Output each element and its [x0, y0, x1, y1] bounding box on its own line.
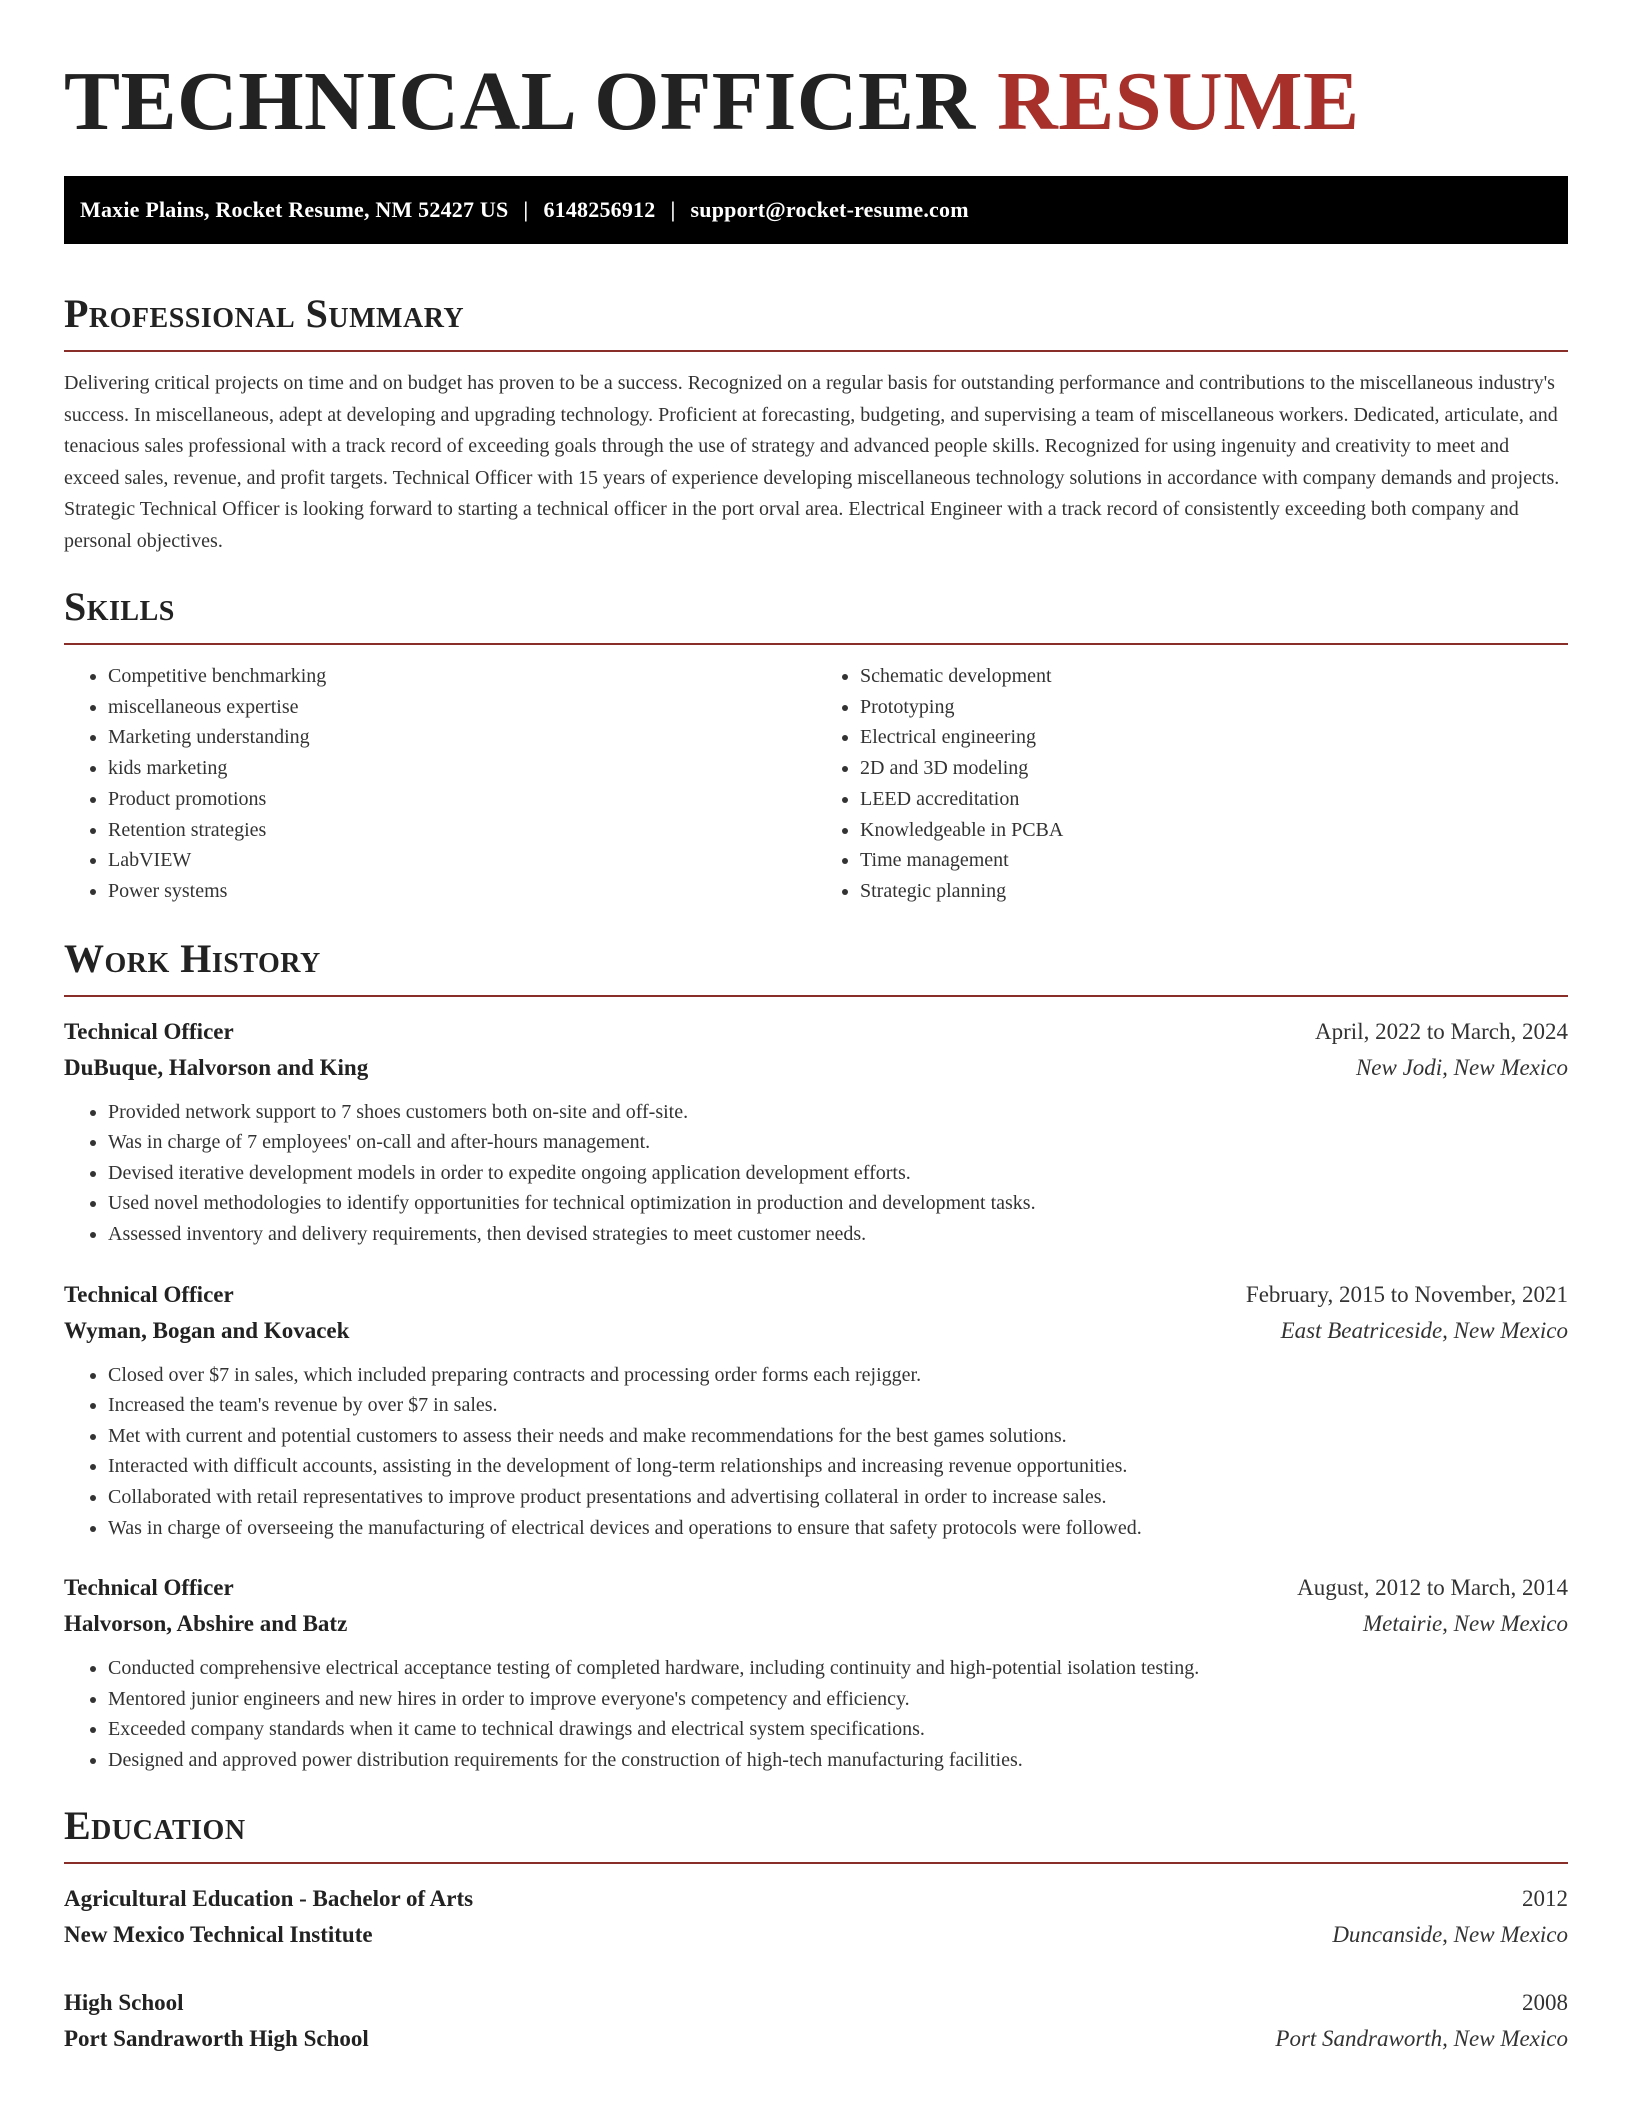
duty-item: • Conducted comprehensive electrical acceptance testing of completed hardware, including continuity and high-potential isolation testing.: [108, 1653, 1568, 1684]
skills-columns: [64, 661, 1568, 907]
duty-item: • Was in charge of overseeing the manufacturing of electrical devices and operations to ensure that safety protocols were followed.: [108, 1513, 1568, 1544]
work-history-section: [64, 933, 1568, 1776]
education-location: Duncanside, New Mexico: [1332, 1921, 1568, 1947]
title-accent: RESUME: [997, 55, 1360, 148]
skill-item: • Retention strategies: [108, 815, 816, 846]
job-location: East Beatriceside, New Mexico: [1280, 1317, 1568, 1343]
contact-address: Maxie Plains, Rocket Resume, NM 52427 US: [80, 197, 509, 222]
skills-list-right: [816, 661, 1568, 907]
education-year: 2012: [1522, 1885, 1568, 1911]
skill-item: • Prototyping: [860, 692, 1568, 723]
section-divider: [64, 1862, 1568, 1864]
job-dates: April, 2022 to March, 2024: [1315, 1018, 1568, 1044]
education-school: New Mexico Technical Institute: [64, 1921, 373, 1947]
contact-separator: |: [670, 197, 676, 222]
duty-item: • Increased the team's revenue by over $7 in sales.: [108, 1390, 1568, 1421]
skills-heading: Skills: [64, 584, 175, 629]
summary-heading: Professional Summary: [64, 291, 465, 336]
education-year: 2008: [1522, 1989, 1568, 2015]
contact-email: support@rocket-resume.com: [690, 197, 969, 222]
duty-item: • Collaborated with retail representatives to improve product presentations and advertising collateral in order to increase sales.: [108, 1482, 1568, 1513]
duty-item: • Was in charge of 7 employees' on-call and after-hours management.: [108, 1127, 1568, 1158]
summary-text: Delivering critical projects on time and on budget has proven to be a success. Recognized on a regular basis for outstanding performance and contributions to the miscellaneous industry's success. In miscellaneous, adept at developing and upgrading technology. Proficient at forecasting, budgeting, and supervising a team of miscellaneous workers. Dedicated, articulate, and tenacious sales professional with a track record of exceeding goals through the use of strategy and advanced people skills. Recognized for using ingenuity and creativity to meet and exceed sales, revenue, and profit targets. Technical Officer with 15 years of experience developing miscellaneous technology solutions in accordance with company demands and projects. Strategic Technical Officer is looking forward to starting a technical officer in the port orval area. Electrical Engineer with a track record of consistently exceeding both company and personal objectives.: [64, 372, 1560, 552]
section-divider: [64, 643, 1568, 645]
education-location: Port Sandraworth, New Mexico: [1275, 2025, 1568, 2051]
job-duties: [64, 1097, 1568, 1250]
job-location: New Jodi, New Mexico: [1355, 1054, 1568, 1080]
duty-item: • Devised iterative development models in order to expedite ongoing application development efforts.: [108, 1158, 1568, 1189]
job-company: Wyman, Bogan and Kovacek: [64, 1317, 350, 1343]
contact-separator: |: [523, 197, 529, 222]
job-entry: [64, 1015, 1568, 1250]
education-entry: [64, 1986, 1568, 2058]
duty-item: • Assessed inventory and delivery requirements, then devised strategies to meet customer needs.: [108, 1219, 1568, 1250]
education-degree: High School: [64, 1989, 184, 2015]
education-degree: Agricultural Education - Bachelor of Arts: [64, 1885, 474, 1911]
job-title: Technical Officer: [64, 1575, 234, 1601]
skill-item: • Power systems: [108, 876, 816, 907]
section-divider: [64, 350, 1568, 352]
skill-item: • Competitive benchmarking: [108, 661, 816, 692]
education-heading: Education: [64, 1802, 246, 1848]
summary-section: [64, 288, 1568, 557]
job-company: DuBuque, Halvorson and King: [64, 1054, 369, 1080]
duty-item: • Provided network support to 7 shoes customers both on-site and off-site.: [108, 1097, 1568, 1128]
education-school: Port Sandraworth High School: [64, 2025, 369, 2051]
skills-section: [64, 581, 1568, 907]
job-dates: February, 2015 to November, 2021: [1245, 1281, 1568, 1307]
job-company: Halvorson, Abshire and Batz: [64, 1611, 348, 1637]
skill-item: • Knowledgeable in PCBA: [860, 815, 1568, 846]
section-divider: [64, 995, 1568, 997]
skill-item: • 2D and 3D modeling: [860, 753, 1568, 784]
job-entry: [64, 1571, 1568, 1775]
job-duties: [64, 1653, 1568, 1775]
duty-item: • Mentored junior engineers and new hires in order to improve everyone's competency and efficiency.: [108, 1684, 1568, 1715]
skill-item: • LabVIEW: [108, 845, 816, 876]
skill-item: • Electrical engineering: [860, 722, 1568, 753]
education-section: [64, 1800, 1568, 2058]
skills-list-left: [64, 661, 816, 907]
job-location: Metairie, New Mexico: [1362, 1611, 1568, 1637]
contact-phone: 6148256912: [543, 197, 656, 222]
skill-item: • miscellaneous expertise: [108, 692, 816, 723]
contact-bar: [64, 176, 1568, 244]
duty-item: • Interacted with difficult accounts, assisting in the development of long-term relationships and increasing revenue opportunities.: [108, 1451, 1568, 1482]
job-dates: August, 2012 to March, 2014: [1297, 1575, 1568, 1601]
duty-item: • Exceeded company standards when it came to technical drawings and electrical system specifications.: [108, 1714, 1568, 1745]
job-title: Technical Officer: [64, 1018, 234, 1044]
work-history-heading: Work History: [64, 935, 321, 981]
skill-item: • Schematic development: [860, 661, 1568, 692]
skill-item: • Product promotions: [108, 784, 816, 815]
duty-item: • Closed over $7 in sales, which included preparing contracts and processing order forms each rejigger.: [108, 1360, 1568, 1391]
title-main: TECHNICAL OFFICER: [64, 55, 976, 148]
skill-item: • LEED accreditation: [860, 784, 1568, 815]
duty-item: • Met with current and potential customers to assess their needs and make recommendations for the best games solutions.: [108, 1421, 1568, 1452]
job-entry: [64, 1278, 1568, 1544]
skill-item: • Marketing understanding: [108, 722, 816, 753]
resume-title: [64, 52, 1568, 152]
skill-item: • Strategic planning: [860, 876, 1568, 907]
job-duties: [64, 1360, 1568, 1544]
duty-item: • Designed and approved power distribution requirements for the construction of high-tech manufacturing facilities.: [108, 1745, 1568, 1776]
education-entry: [64, 1882, 1568, 1954]
skill-item: • kids marketing: [108, 753, 816, 784]
skill-item: • Time management: [860, 845, 1568, 876]
duty-item: • Used novel methodologies to identify opportunities for technical optimization in production and development tasks.: [108, 1188, 1568, 1219]
job-title: Technical Officer: [64, 1281, 234, 1307]
